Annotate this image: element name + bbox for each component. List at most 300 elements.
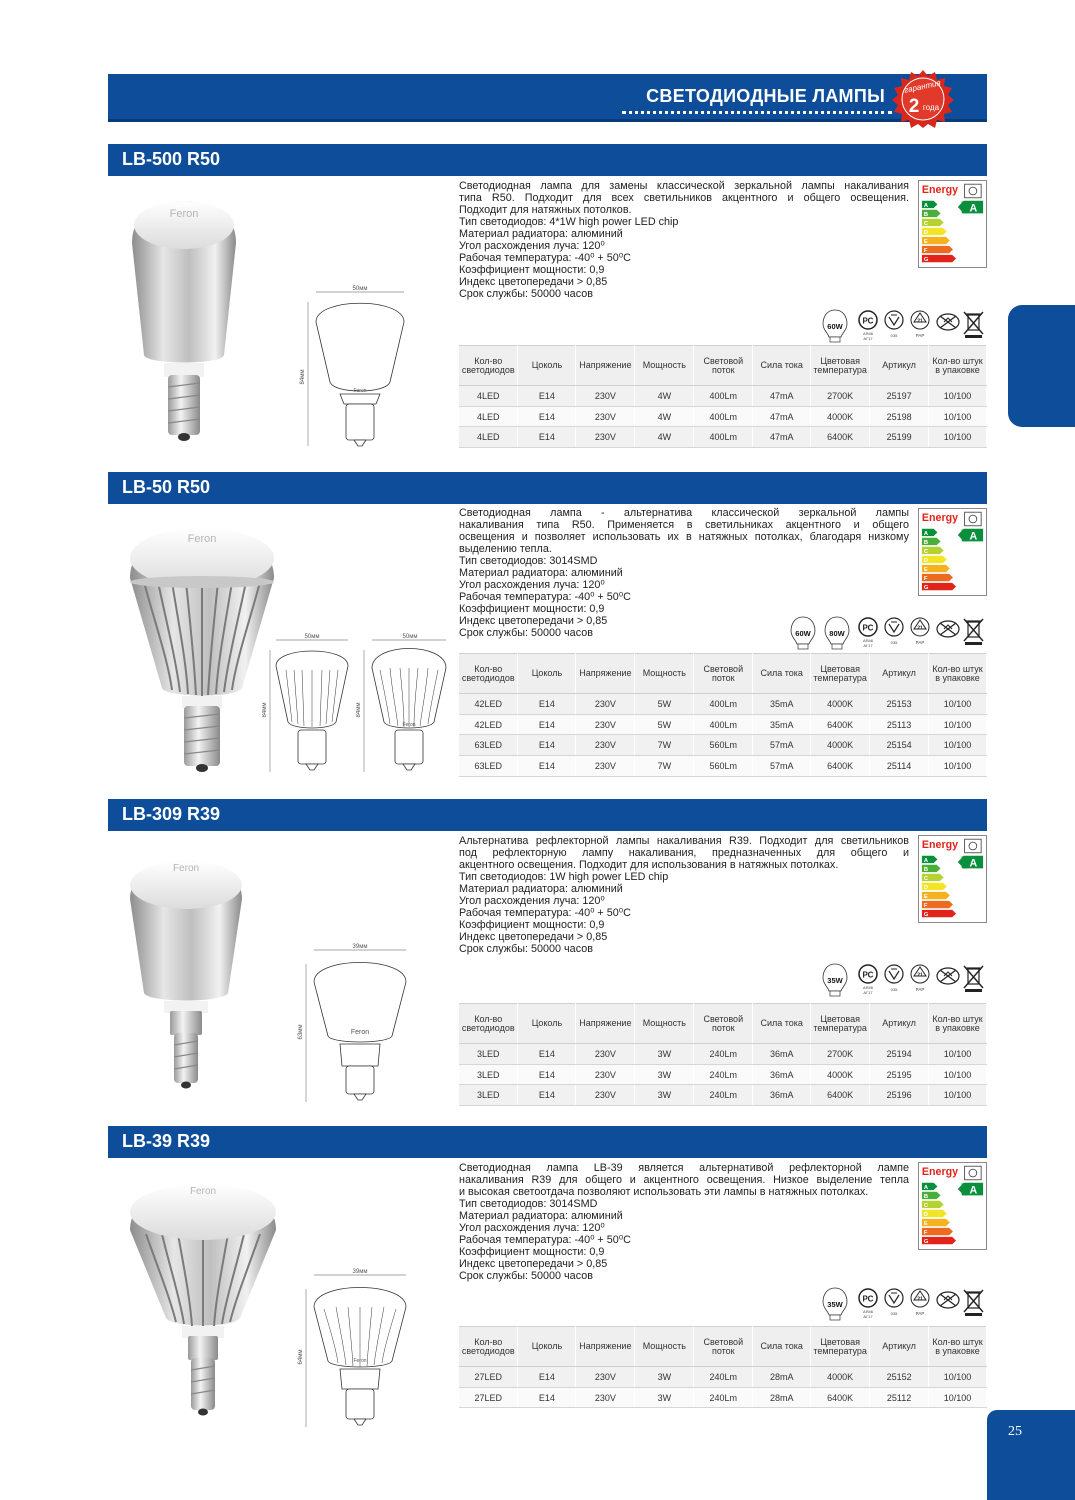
dimension-drawing (296, 1265, 416, 1435)
recycle-label: PAP (915, 333, 925, 338)
column-header: Напряжение (576, 654, 635, 694)
table-row (459, 714, 987, 735)
table-cell: 36mA (753, 1044, 811, 1065)
energy-bar-label: D (923, 558, 929, 565)
product-title: LB-50 R50 (122, 477, 211, 497)
energy-bar-label: F (923, 903, 928, 910)
description-line: Коэффициент мощности: 0,9 (459, 919, 605, 931)
table-cell: 3W (635, 1387, 694, 1408)
table-cell: 10/100 (929, 714, 987, 735)
description-line: Тип светодиодов: 1W high power LED chip (459, 871, 669, 883)
drawing-brand: Feron (402, 722, 416, 728)
energy-label (918, 1162, 987, 1250)
dim-height: 84мм (300, 369, 306, 385)
dimension-drawing (296, 282, 416, 452)
description-line: Материал радиатора: алюминий (459, 1210, 623, 1222)
table-cell: 3W (635, 1367, 694, 1388)
table-cell: E14 (518, 1367, 576, 1388)
table-cell: 25153 (870, 694, 929, 715)
table-cell: E14 (518, 714, 576, 735)
cert-set (858, 1286, 988, 1322)
table-cell: E14 (518, 427, 576, 448)
table-cell: E14 (518, 1085, 576, 1106)
energy-bar-label: F (923, 248, 928, 255)
description-line: Тип светодиодов: 3014SMD (459, 1198, 598, 1210)
table-cell: 35mA (753, 694, 811, 715)
equivalent-bulb-icon (822, 962, 848, 998)
description-line: Светодиодная лампа LB-39 является альтернативой рефлекторной лампе (459, 1162, 909, 1174)
table-cell: 10/100 (929, 386, 987, 407)
cert-code: 035 (890, 640, 898, 645)
column-header: Напряжение (576, 346, 635, 386)
equivalent-bulb-icon (822, 308, 848, 344)
equivalent-wattage: 80W (829, 629, 845, 638)
energy-bar-label: E (923, 239, 928, 246)
energy-bar-label: F (923, 1230, 928, 1237)
energy-bar-label: C (923, 1202, 929, 1209)
page-title: СВЕТОДИОДНЫЕ ЛАМПЫ (646, 86, 885, 106)
table-cell: 560Lm (694, 756, 753, 777)
recycle-number: 21 (917, 625, 923, 632)
table-cell: 400Lm (694, 694, 753, 715)
table-cell: 230V (576, 427, 635, 448)
column-header: Кол-во светодиодов (459, 1327, 518, 1367)
description-line: накаливания типа R50. Применяется в светильниках акцентного и общего (459, 519, 909, 531)
table-cell: 230V (576, 756, 635, 777)
table-cell: 25195 (870, 1064, 929, 1085)
column-header: Световой поток (694, 654, 753, 694)
table-cell: 4000K (811, 1367, 870, 1388)
cert-code: АГ17 (863, 1314, 873, 1319)
cert-code: АЯ46 (862, 985, 874, 990)
table-cell: 27LED (459, 1387, 518, 1408)
energy-bar-label: G (923, 585, 929, 592)
dim-height: 84мм (356, 702, 362, 718)
energy-bar-label: G (923, 912, 929, 919)
table-cell: 10/100 (929, 1085, 987, 1106)
table-cell: 27LED (459, 1367, 518, 1388)
table-cell: 7W (635, 756, 694, 777)
table-cell: 25194 (870, 1044, 929, 1065)
energy-bar-label: F (923, 576, 928, 583)
column-header: Артикул (870, 1004, 929, 1044)
brand-logo: Feron (189, 1186, 217, 1197)
table-cell: 25152 (870, 1367, 929, 1388)
energy-bar-label: E (923, 567, 928, 574)
table-cell: 57mA (753, 735, 811, 756)
energy-class: A (969, 1184, 978, 1197)
spec-table (459, 653, 987, 777)
equivalent-bulb-icon (824, 615, 850, 651)
bulb-pictogram-icon (965, 184, 982, 198)
table-cell: 25197 (870, 386, 929, 407)
table-cell: 4W (635, 427, 694, 448)
svg-text:РС: РС (862, 623, 874, 633)
equivalent-wattage: 60W (795, 629, 811, 638)
table-cell: 240Lm (694, 1064, 753, 1085)
pct-cert-icon (859, 965, 877, 983)
dim-width: 50мм (304, 634, 320, 640)
table-cell: 63LED (459, 735, 518, 756)
description-line: Угол расхождения луча: 120⁰ (459, 1222, 605, 1234)
column-header: Мощность (635, 1004, 694, 1044)
product-description (459, 835, 909, 955)
dim-height: 64мм (298, 1349, 304, 1365)
description-line: Альтернатива рефлекторной лампы накаливания R39. Подходит для светильников (459, 835, 909, 847)
description-line: Тип светодиодов: 3014SMD (459, 555, 598, 567)
description-line: выделению тепла. (459, 543, 552, 555)
energy-class: A (969, 857, 978, 870)
brand-logo: Feron (172, 863, 200, 874)
table-cell: 47mA (753, 386, 811, 407)
description-line: Срок службы: 50000 часов (459, 288, 593, 300)
table-row (459, 1367, 987, 1388)
energy-bar-label: B (923, 539, 929, 546)
energy-class: A (969, 202, 978, 215)
description-line: Индекс цветопередачи > 0,85 (459, 615, 608, 627)
cert-code: АГ17 (863, 643, 873, 648)
table-cell: 28mA (753, 1367, 811, 1388)
recycle-icon (911, 311, 929, 329)
eco-cert-icon (885, 965, 903, 983)
table-cell: 42LED (459, 714, 518, 735)
table-cell: 230V (576, 694, 635, 715)
equivalent-wattage: 35W (827, 1300, 843, 1309)
dimension-drawing (296, 940, 416, 1110)
cert-set (858, 962, 988, 998)
column-header: Мощность (635, 346, 694, 386)
table-row (459, 1064, 987, 1085)
energy-bar-label: E (923, 894, 928, 901)
table-header-row (459, 1004, 987, 1044)
column-header: Цветовая температура (811, 1004, 870, 1044)
description-line: акцентного освещения. Подходит для использования в натяжных потолках. (459, 859, 839, 871)
dim-height: 84мм (262, 702, 268, 718)
table-cell: 4LED (459, 406, 518, 427)
table-row (459, 735, 987, 756)
description-line: Материал радиатора: алюминий (459, 228, 623, 240)
description-line: Коэффициент мощности: 0,9 (459, 603, 605, 615)
section-title-bar (108, 472, 987, 504)
table-cell: 10/100 (929, 694, 987, 715)
dim-width: 39мм (352, 1269, 368, 1275)
table-cell: 36mA (753, 1085, 811, 1106)
no-household-disposal-icon (937, 1292, 959, 1308)
table-cell: 25113 (870, 714, 929, 735)
column-header: Кол-во штук в упаковке (929, 346, 987, 386)
dim-width: 39мм (352, 944, 368, 950)
table-cell: 240Lm (694, 1367, 753, 1388)
table-row (459, 427, 987, 448)
cert-icons (858, 1286, 988, 1322)
table-cell: 3LED (459, 1044, 518, 1065)
table-cell: 5W (635, 714, 694, 735)
table-cell: 4000K (811, 694, 870, 715)
no-household-disposal-icon (937, 621, 959, 637)
table-cell: 560Lm (694, 735, 753, 756)
warranty-badge (890, 68, 956, 128)
recycle-icon (911, 1289, 929, 1307)
description-line: Рабочая температура: -40⁰ + 50⁰C (459, 907, 631, 919)
table-cell: E14 (518, 1044, 576, 1065)
certification-icons (790, 615, 987, 651)
description-line: Рабочая температура: -40⁰ + 50⁰C (459, 1234, 631, 1246)
column-header: Кол-во светодиодов (459, 654, 518, 694)
table-cell: 10/100 (929, 756, 987, 777)
column-header: Кол-во штук в упаковке (929, 1327, 987, 1367)
brand-logo: Feron (169, 208, 199, 220)
table-row (459, 756, 987, 777)
svg-text:РС: РС (862, 970, 874, 980)
recycle-label: PAP (915, 987, 925, 992)
description-line: Индекс цветопередачи > 0,85 (459, 1258, 608, 1270)
table-cell: E14 (518, 694, 576, 715)
eco-cert-icon (885, 618, 903, 636)
energy-bar-label: C (923, 875, 929, 882)
product-title: LB-309 R39 (122, 804, 221, 824)
cert-icons (858, 308, 988, 344)
energy-class: A (969, 530, 978, 543)
brand-logo: Feron (187, 533, 217, 545)
description-line: Индекс цветопередачи > 0,85 (459, 276, 608, 288)
table-cell: E14 (518, 406, 576, 427)
column-header: Цоколь (518, 346, 576, 386)
weee-bin-icon (964, 312, 983, 338)
description-line: Срок службы: 50000 часов (459, 943, 593, 955)
energy-bar-label: D (923, 230, 929, 237)
column-header: Артикул (870, 1327, 929, 1367)
description-line: Материал радиатора: алюминий (459, 883, 623, 895)
table-cell: 10/100 (929, 1367, 987, 1388)
table-cell: 10/100 (929, 406, 987, 427)
table-cell: 3W (635, 1064, 694, 1085)
table-cell: 63LED (459, 756, 518, 777)
column-header: Кол-во светодиодов (459, 1004, 518, 1044)
table-cell: 6400K (811, 1085, 870, 1106)
description-line: Рабочая температура: -40⁰ + 50⁰C (459, 591, 631, 603)
description-line: накаливания R39 для общего и акцентного освещения. Низкое выделение тепла (459, 1174, 909, 1186)
description-line: Коэффициент мощности: 0,9 (459, 1246, 605, 1258)
cert-code: 035 (890, 987, 898, 992)
dim-width: 50мм (402, 634, 418, 640)
column-header: Артикул (870, 654, 929, 694)
table-cell: 36mA (753, 1064, 811, 1085)
column-header: Сила тока (753, 346, 811, 386)
energy-bar-label: D (923, 1212, 929, 1219)
section-title-bar (108, 144, 987, 176)
svg-text:РС: РС (862, 1294, 874, 1304)
column-header: Напряжение (576, 1004, 635, 1044)
svg-text:РС: РС (862, 316, 874, 326)
column-header: Световой поток (694, 346, 753, 386)
table-cell: 240Lm (694, 1387, 753, 1408)
cert-icons (858, 615, 988, 651)
recycle-number: 21 (917, 1296, 923, 1303)
table-cell: 25112 (870, 1387, 929, 1408)
table-cell: 4000K (811, 735, 870, 756)
pct-cert-icon (859, 618, 877, 636)
cert-code: АЯ46 (862, 638, 874, 643)
pct-cert-icon (859, 311, 877, 329)
description-line: типа R50. Подходит для всех светильников акцентного и общего освещения. (459, 192, 909, 204)
description-line: Рабочая температура: -40⁰ + 50⁰C (459, 252, 631, 264)
table-cell: 230V (576, 1367, 635, 1388)
table-cell: 25196 (870, 1085, 929, 1106)
equivalent-bulb-icon (822, 1286, 848, 1322)
column-header: Сила тока (753, 1327, 811, 1367)
energy-bar-label: B (923, 211, 929, 218)
no-household-disposal-icon (937, 314, 959, 330)
badge-bottom-text: года (922, 103, 940, 112)
column-header: Цветовая температура (811, 1327, 870, 1367)
table-cell: 35mA (753, 714, 811, 735)
cert-code: АЯ46 (862, 331, 874, 336)
table-cell: 25114 (870, 756, 929, 777)
table-cell: 3W (635, 1085, 694, 1106)
product-title: LB-500 R50 (122, 149, 221, 169)
table-cell: 230V (576, 1044, 635, 1065)
table-row (459, 406, 987, 427)
table-cell: 240Lm (694, 1044, 753, 1065)
description-line: Угол расхождения луча: 120⁰ (459, 579, 605, 591)
description-line: Угол расхождения луча: 120⁰ (459, 240, 605, 252)
certification-icons (822, 962, 987, 998)
cert-code: АГ17 (863, 336, 873, 341)
table-row (459, 694, 987, 715)
table-cell: 230V (576, 1085, 635, 1106)
table-row (459, 1085, 987, 1106)
recycle-icon (911, 965, 929, 983)
table-cell: 28mA (753, 1387, 811, 1408)
description-line: Угол расхождения луча: 120⁰ (459, 895, 605, 907)
bulb-pictogram-icon (965, 512, 982, 526)
dimension-drawing-alt (356, 630, 451, 775)
lamp-photo (124, 1178, 282, 1433)
table-cell: E14 (518, 1064, 576, 1085)
product-description (459, 1162, 909, 1282)
table-header-row (459, 654, 987, 694)
table-cell: E14 (518, 386, 576, 407)
weee-bin-icon (964, 619, 983, 645)
table-row (459, 1387, 987, 1408)
column-header: Кол-во светодиодов (459, 346, 518, 386)
certification-icons (822, 1286, 987, 1322)
column-header: Цоколь (518, 1004, 576, 1044)
table-cell: 25198 (870, 406, 929, 427)
eco-cert-icon (885, 1289, 903, 1307)
header-dotted-line (622, 111, 892, 114)
table-cell: 6400K (811, 1387, 870, 1408)
table-cell: 230V (576, 1387, 635, 1408)
table-cell: 240Lm (694, 1085, 753, 1106)
drawing-brand: Feron (353, 1358, 367, 1364)
badge-top-text: гарантия (903, 78, 942, 95)
energy-bar-label: B (923, 866, 929, 873)
dimension-drawing (262, 630, 352, 775)
column-header: Мощность (635, 1327, 694, 1367)
table-cell: 2700K (811, 386, 870, 407)
description-line: под рефлекторную лампу накаливания, предназначенных для общего и (459, 847, 909, 859)
table-cell: 10/100 (929, 427, 987, 448)
header-banner (108, 74, 987, 122)
energy-bar-label: A (923, 1184, 929, 1191)
table-cell: 400Lm (694, 406, 753, 427)
table-cell: 3LED (459, 1085, 518, 1106)
weee-bin-icon (964, 966, 983, 992)
drawing-brand: Feron (350, 1029, 370, 1036)
column-header: Цветовая температура (811, 654, 870, 694)
table-cell: 10/100 (929, 1064, 987, 1085)
recycle-icon (911, 618, 929, 636)
cert-code: 035 (890, 1311, 898, 1316)
cert-code: АГ17 (863, 990, 873, 995)
spec-table (459, 1326, 987, 1408)
product-description (459, 180, 909, 300)
table-header-row (459, 346, 987, 386)
badge-number: 2 (908, 96, 920, 117)
equivalent-bulb-icon (790, 615, 816, 651)
column-header: Кол-во штук в упаковке (929, 654, 987, 694)
certification-icons (822, 308, 987, 344)
description-line: Коэффициент мощности: 0,9 (459, 264, 605, 276)
table-cell: 230V (576, 1064, 635, 1085)
column-header: Кол-во штук в упаковке (929, 1004, 987, 1044)
cert-icons (858, 962, 988, 998)
column-header: Цветовая температура (811, 346, 870, 386)
table-cell: 400Lm (694, 386, 753, 407)
column-header: Мощность (635, 654, 694, 694)
spec-table (459, 1003, 987, 1106)
energy-bar-label: A (923, 857, 929, 864)
column-header: Цоколь (518, 1327, 576, 1367)
description-line: освещения и позволяет использовать их в натяжных потолках, благодаря низкому (459, 531, 909, 543)
no-household-disposal-icon (937, 968, 959, 984)
recycle-number: 21 (917, 972, 923, 979)
bulb-pictogram-icon (965, 1166, 982, 1180)
equivalent-wattage: 60W (827, 322, 843, 331)
table-cell: 6400K (811, 714, 870, 735)
weee-bin-icon (964, 1290, 983, 1316)
energy-label (918, 508, 987, 596)
energy-word: Energy (921, 511, 959, 524)
table-row (459, 386, 987, 407)
table-cell: 5W (635, 694, 694, 715)
equivalent-wattage: 35W (827, 976, 843, 985)
spec-table (459, 345, 987, 448)
pct-cert-icon (859, 1289, 877, 1307)
column-header: Цоколь (518, 654, 576, 694)
table-cell: 7W (635, 735, 694, 756)
table-cell: 230V (576, 714, 635, 735)
table-cell: E14 (518, 1387, 576, 1408)
table-cell: 6400K (811, 756, 870, 777)
description-line: Светодиодная лампа - альтернатива классической зеркальной лампы (459, 507, 909, 519)
bulb-pictogram-icon (965, 839, 982, 853)
table-cell: 47mA (753, 406, 811, 427)
product-title: LB-39 R39 (122, 1131, 211, 1151)
energy-word: Energy (921, 838, 959, 851)
table-cell: 4000K (811, 1064, 870, 1085)
table-row (459, 1044, 987, 1065)
column-header: Напряжение (576, 1327, 635, 1367)
table-cell: 3LED (459, 1064, 518, 1085)
energy-bar-label: G (923, 1239, 929, 1246)
table-cell: 25199 (870, 427, 929, 448)
energy-bar-label: A (923, 202, 929, 209)
description-line: Срок службы: 50000 часов (459, 627, 593, 639)
description-line: Индекс цветопередачи > 0,85 (459, 931, 608, 943)
table-cell: 25154 (870, 735, 929, 756)
